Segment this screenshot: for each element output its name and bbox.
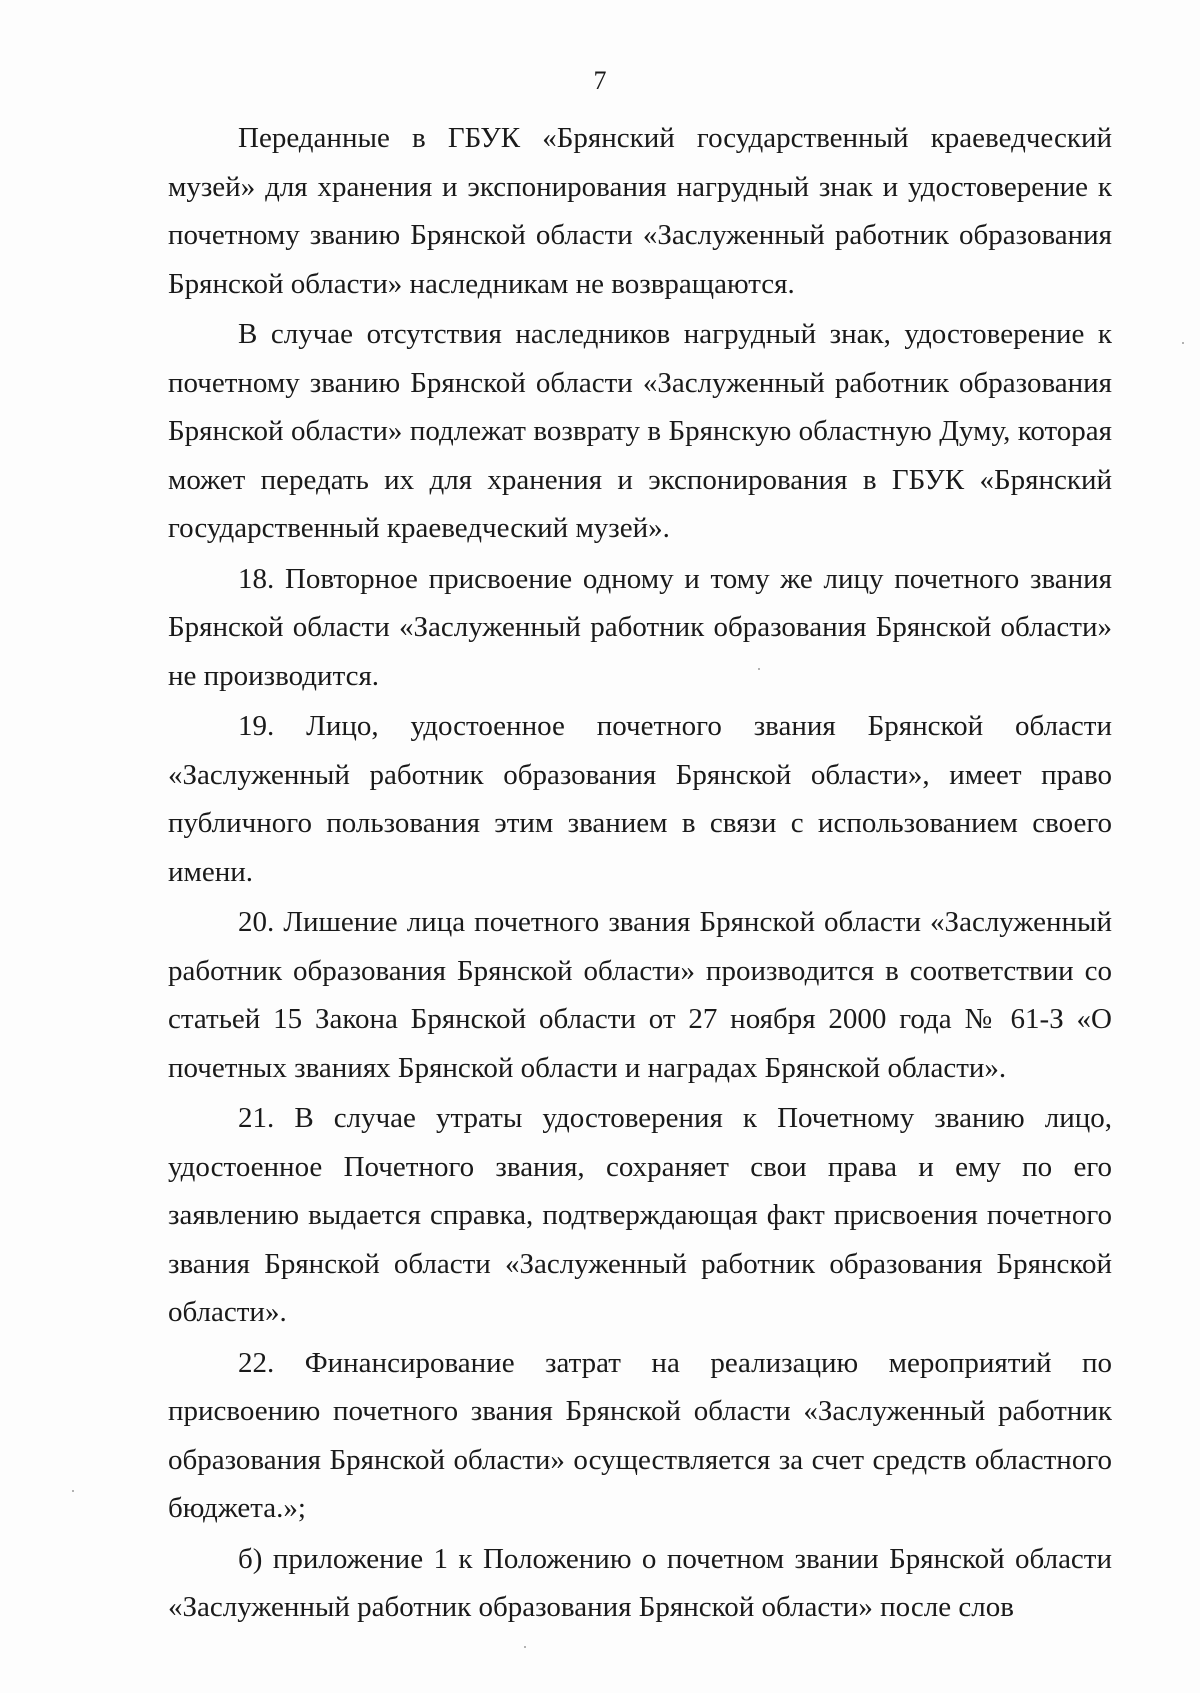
paragraph-item-b: б) приложение 1 к Положению о почетном звании Брянской области «Заслуженный работник образования Брянской области» после слов	[168, 1542, 1112, 1623]
scan-speck	[758, 668, 760, 670]
paragraph-clause-22: 22. Финансирование затрат на реализацию мероприятий по присвоению почетного звания Брянской области «Заслуженный работник образования Брянской области» осуществляется за счет средств областного бюджета.»;	[168, 1346, 1112, 1524]
page-number: 7	[593, 66, 607, 95]
scan-speck	[1182, 342, 1184, 344]
scan-speck	[524, 1646, 526, 1648]
paragraph-clause-21: 21. В случае утраты удостоверения к Почетному званию лицо, удостоенное Почетного звания, сохраняет свои права и ему по его заявлению выдается справка, подтверждающая факт присвоения почетного звания Брянской области «Заслуженный работник образования Брянской области».	[168, 1102, 1112, 1328]
document-body	[168, 114, 1112, 1632]
paragraph-clause-19: 19. Лицо, удостоенное почетного звания Брянской области «Заслуженный работник образования Брянской области», имеет право публичного пользования этим званием в связи с использованием своего имени.	[168, 710, 1112, 888]
paragraph-clause-18: 18. Повторное присвоение одному и тому же лицу почетного звания Брянской области «Заслуженный работник образования Брянской области» не производится.	[168, 562, 1112, 692]
scan-speck	[72, 1490, 74, 1492]
paragraph-clause-20: 20. Лишение лица почетного звания Брянской области «Заслуженный работник образования Брянской области» производится в соответствии со статьей 15 Закона Брянской области от 27 ноября 2000 года № 61-З «О почетных званиях Брянской области и наградах Брянской области».	[168, 906, 1112, 1084]
paragraph-museum-transfer: Переданные в ГБУК «Брянский государственный краеведческий музей» для хранения и экспонирования нагрудный знак и удостоверение к почетному званию Брянской области «Заслуженный работник образования Брянской области» наследникам не возвращаются.	[168, 122, 1112, 300]
paragraph-no-heirs: В случае отсутствия наследников нагрудный знак, удостоверение к почетному званию Брянской области «Заслуженный работник образования Брянской области» подлежат возврату в Брянскую областную Думу, которая может передать их для хранения и экспонирования в ГБУК «Брянский государственный краеведческий музей».	[168, 318, 1112, 544]
